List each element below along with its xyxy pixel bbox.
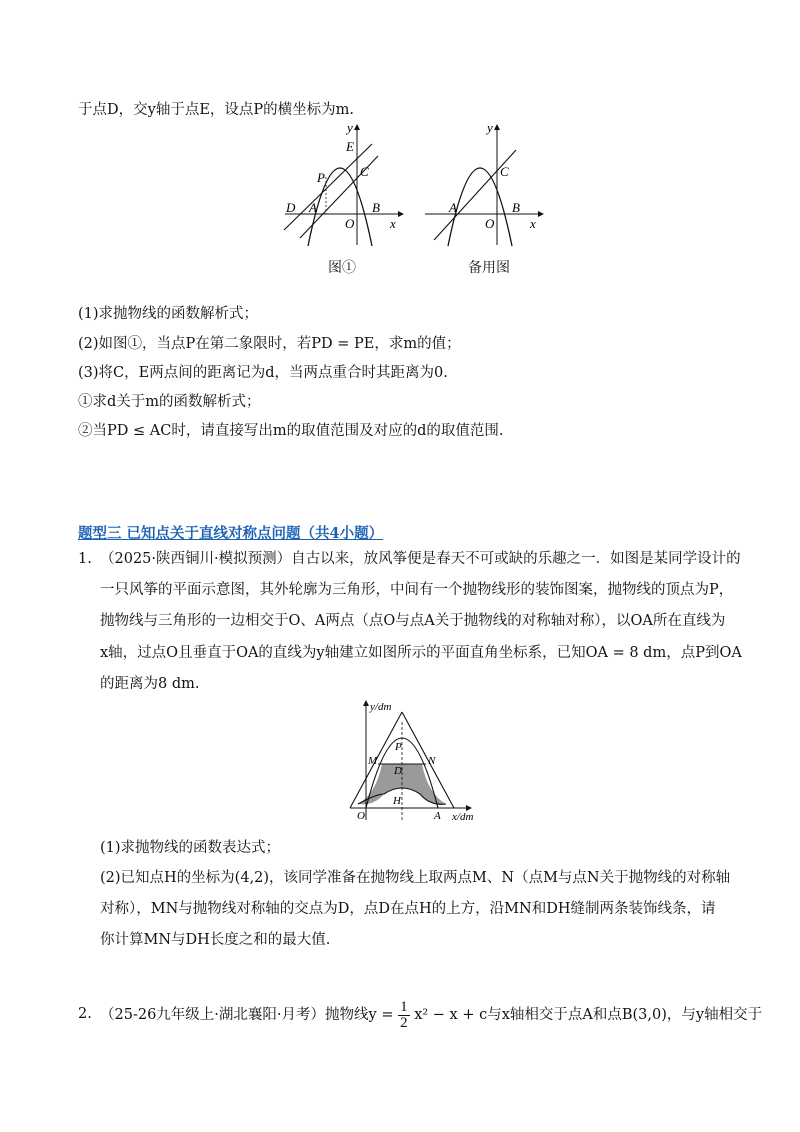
question-3b: ②当PD ≤ AC时，请直接写出m的取值范围及对应的d的取值范围. [78,423,504,439]
fig3-label-o: O [357,810,365,822]
fig3-label-x: x/dm [452,811,474,822]
problem-2-fraction [398,1000,410,1031]
fig2-label-a: A [449,200,457,215]
problem-2-number: 2. [78,1006,92,1022]
problem-1-question-1: (1)求抛物线的函数表达式； [100,840,281,856]
problem-1-line-2: 一只风筝的平面示意图，其外轮廓为三角形，中间有一个抛物线形的装饰图案，抛物线的顶点为P， [100,582,734,598]
question-1: (1)求抛物线的函数解析式； [78,306,259,322]
fig3-label-y: y/dm [370,701,392,713]
problem-2-prefix: （25-26九年级上·湖北襄阳·月考）抛物线y = [100,1007,394,1023]
fig1-label-e: E [346,139,354,154]
fig2-label-b: B [512,200,520,215]
fig2-label-x: x [530,216,536,231]
problem-1-line-3: 抛物线与三角形的一边相交于O、A两点（点O与点A关于抛物线的对称轴对称），以OA所在直线为 [100,613,726,629]
fig3-label-p: P [395,741,402,753]
problem-1-line-4: x轴，过点O且垂直于OA的直线为y轴建立如图所示的平面直角坐标系，已知OA = 8 dm，点P到OA [100,645,742,661]
figure-2 [420,120,550,250]
fraction-numerator: 1 [400,998,408,1015]
question-3: (3)将C，E两点间的距离记为d，当两点重合时其距离为0. [78,365,448,381]
fig2-label-c: C [500,164,509,179]
section-heading[interactable]: 题型三 已知点关于直线对称点问题（共4小题） [78,525,384,542]
fraction-denominator: 2 [400,1014,408,1031]
figure-1 [280,120,410,250]
fig3-label-a: A [434,810,441,822]
caption-figure-1: 图① [328,260,356,276]
fig2-label-y: y [487,120,493,135]
question-2: (2)如图①，当点P在第二象限时，若PD = PE，求m的值； [78,336,461,352]
figure-3-kite [340,698,480,822]
fig3-label-h: H [393,795,401,807]
problem-1-line-5: 的距离为8 dm. [100,676,200,692]
caption-figure-2: 备用图 [468,260,510,276]
fig1-label-p: P [317,170,325,185]
fig2-label-o: O [485,216,495,231]
fig3-label-n: N [428,755,436,767]
question-3a: ①求d关于m的函数解析式； [78,394,261,410]
fig1-label-d: D [286,200,296,215]
problem-1-question-2c: 你计算MN与DH长度之和的最大值. [100,932,331,948]
problem-1-question-2b: 对称），MN与抛物线对称轴的交点为D，点D在点H的上方，沿MN和DH缝制两条装饰线条，请 [100,901,716,917]
problem-1-number: 1. [78,551,92,567]
fig1-label-o: O [345,216,355,231]
intro-line: 于点D，交y轴于点E，设点P的横坐标为m. [78,102,355,118]
fig1-label-a: A [309,200,317,215]
fig1-label-b: B [372,200,380,215]
problem-2-line [100,998,762,1032]
problem-1-line-1: （2025·陕西铜川·模拟预测）自古以来，放风筝便是春天不可或缺的乐趣之一．如图是某同学设计的 [100,551,741,567]
problem-1-question-2a: (2)已知点H的坐标为(4,2)，该同学准备在抛物线上取两点M、N（点M与点N关于抛物线的对称轴 [100,870,731,886]
fig1-label-y: y [347,120,353,135]
fig3-label-m: M [368,755,378,767]
fig1-label-x: x [390,216,396,231]
problem-2-suffix: x² − x + c与x轴相交于点A和点B(3,0)，与y轴相交于 [414,1007,763,1023]
fig3-label-d: D [394,765,402,777]
fig1-label-c: C [360,164,369,179]
